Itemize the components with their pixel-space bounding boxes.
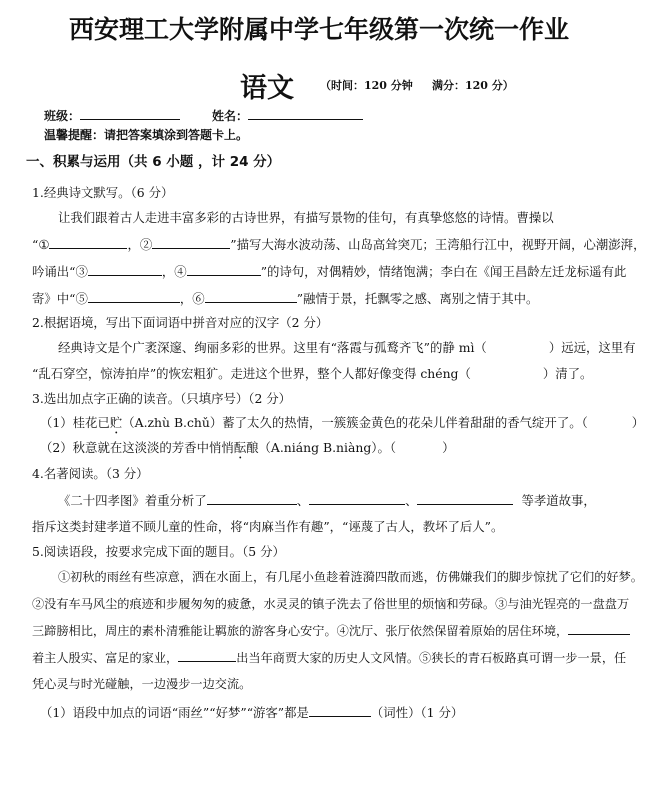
q4-line1: 《二十四孝图》着重分析了 、 、 等孝道故事， <box>58 493 596 508</box>
q4-blank-2[interactable] <box>309 492 405 505</box>
q3-option1: （1）桂花已贮（A.zhù B.chǔ）蓄了太久的热情，一簇簇金黄色的花朵儿伴着甜甜的香气绽开了。（ ） <box>40 415 645 430</box>
blank-5[interactable] <box>88 290 180 303</box>
q5-blank-3[interactable] <box>309 704 371 717</box>
q1-line3: 吟诵出“③ ，④ ”的诗句，对偶精妙，情绪饱满；李白在《闻王昌龄左迁龙标遥有此 <box>32 264 627 279</box>
blank-2[interactable] <box>152 236 230 249</box>
blank-4[interactable] <box>187 263 261 276</box>
q5-para-line3: 三蹄膀相比，周庄的素朴清雅能让羁旅的游客身心安宁。④沈厅、张厅依然保留着原始的居住环境， <box>32 622 630 639</box>
blank-6[interactable] <box>205 290 297 303</box>
q3-option2: （2）秋意就在这淡淡的芳香中悄悄酝酿（A.niáng B.niàng）。（ ） <box>40 440 455 455</box>
exam-title: 西安理工大学附属中学七年级第一次统一作业 <box>68 15 569 44</box>
class-name-row <box>44 107 363 124</box>
q5-para-line4: 着主人殷实、富足的家业， 出当年商贾大家的历史人文风情。⑤狭长的青石板路真可谓一步一景，任 <box>32 651 627 665</box>
subject-row <box>0 66 638 104</box>
q5-blank-2[interactable] <box>178 649 236 662</box>
q5-title: 5.阅读语段，按要求完成下面的题目。（5 分） <box>32 544 285 559</box>
q1-title: 1.经典诗文默写。（6 分） <box>32 185 174 200</box>
name-field[interactable] <box>248 107 363 120</box>
q4-blank-3[interactable] <box>417 492 513 505</box>
q1-line1: 让我们跟着古人走进丰富多彩的古诗世界，有描写景物的佳句，有真挚悠悠的诗情。曹操以 <box>58 210 554 225</box>
q2-title: 2.根据语境，写出下面词语中拼音对应的汉字（2 分） <box>32 315 329 330</box>
q2-line2: “乱石穿空，惊涛拍岸”的恢宏粗犷。走进这个世界，整个人都好像变得 chéng（ ）清了。 <box>32 366 593 381</box>
q1-line4: 寄》中“⑤ ，⑥ ”融情于景，托飘零之感、离别之情于其中。 <box>32 291 539 306</box>
section-heading: 一、积累与运用（共 6 小题 ，计 24 分） <box>26 154 281 170</box>
reminder: 温馨提醒：请把答案填涂到答题卡上。 <box>44 128 249 142</box>
q5-para-line2: ②没有车马风尘的痕迹和步履匆匆的疲惫，水灵灵的镇子洗去了俗世里的烦恼和劳碌。③与油光锃亮的一盘盘万 <box>32 597 630 611</box>
q5-blank-1[interactable] <box>568 622 630 635</box>
subject-title: 语文 <box>240 73 294 104</box>
q1-line2: “① ，② ”描写大海水波动荡、山岛高耸突兀；王湾船行江中，视野开阔，心潮澎湃， <box>32 237 645 252</box>
q5-sub1: （1）语段中加点的词语“雨丝”“好梦”“游客”都是 （词性）（1 分） <box>40 705 464 720</box>
q4-line2: 指斥这类封建孝道不顾儿童的性命，将“肉麻当作有趣”，“诬蔑了古人，教坏了后人”。 <box>32 519 504 534</box>
blank-3[interactable] <box>88 263 162 276</box>
q2-line1: 经典诗文是个广袤深邃、绚丽多彩的世界。这里有“落霞与孤鹜齐飞”的静 mì（ ）远远，这里有 <box>58 340 636 355</box>
q3-title: 3.选出加点字正确的读音。（只填序号）（2 分） <box>32 391 292 406</box>
blank-1[interactable] <box>49 236 127 249</box>
class-field[interactable] <box>80 107 180 120</box>
score-note: 满分：120 分） <box>432 79 514 92</box>
time-note: （时间：120 分钟 <box>320 79 413 92</box>
name-label: 姓名： <box>212 109 249 123</box>
q5-para-line1: ①初秋的雨丝有些凉意，洒在水面上，有几尾小鱼趁着涟漪四散而逃，仿佛嫌我们的脚步惊扰了它们的好梦。 <box>58 570 643 584</box>
q5-para-line5: 凭心灵与时光碰触，一边漫步一边交流。 <box>32 677 252 691</box>
q4-blank-1[interactable] <box>207 492 297 505</box>
q4-title: 4.名著阅读。（3 分） <box>32 466 149 481</box>
class-label: 班级： <box>44 109 81 123</box>
